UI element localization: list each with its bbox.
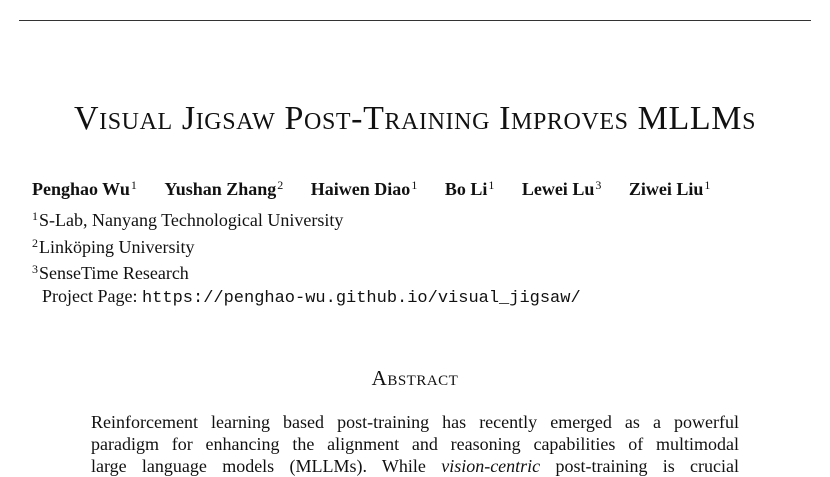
abstract-emphasis: vision-centric (441, 456, 541, 476)
affiliation (32, 232, 343, 259)
author-name: Penghao Wu (32, 179, 130, 199)
author-name: Bo Li (444, 179, 488, 199)
affiliation-number: 2 (32, 235, 38, 250)
project-page (42, 284, 581, 311)
project-page-link[interactable]: https://penghao-wu.github.io/visual_jigsaw/ (141, 289, 581, 308)
author-affil-marker: 1 (130, 178, 137, 192)
affiliation (32, 205, 343, 232)
author (32, 172, 137, 202)
author (164, 172, 283, 202)
author (629, 172, 711, 202)
abstract-text-segment: large language models (MLLMs). While (91, 456, 442, 476)
author-name: Haiwen Diao (310, 179, 411, 199)
affiliation-list (32, 205, 343, 285)
abstract-line: Reinforcement learning based post-training has recently emerged as a powerful (91, 412, 739, 432)
affiliation-name: S-Lab, Nanyang Technological University (39, 210, 344, 230)
affiliation (32, 258, 343, 285)
author-name: Lewei Lu (521, 179, 595, 199)
paper-title: Visual Jigsaw Post-Training Improves MLLMs (73, 100, 757, 137)
author (311, 172, 418, 202)
affiliation-number: 1 (32, 209, 38, 223)
author-list (32, 172, 733, 202)
abstract-line: paradigm for enhancing the alignment and reasoning capabilities of multimodal (91, 434, 739, 454)
author-name: Yushan Zhang (164, 179, 277, 199)
author-affil-marker: 1 (704, 178, 711, 192)
abstract-heading: Abstract (371, 366, 459, 390)
author-affil-marker: 2 (277, 178, 284, 192)
author (522, 172, 602, 202)
project-page-label: Project Page: (42, 286, 138, 306)
author-name: Ziwei Liu (628, 179, 704, 199)
author-affil-marker: 1 (488, 178, 495, 192)
author (445, 172, 495, 202)
affiliation-number: 3 (32, 262, 38, 276)
affiliation-name: Linköping University (39, 236, 195, 257)
top-rule (19, 20, 811, 21)
abstract-text-segment: post-training is crucial (540, 456, 739, 476)
affiliation-name: SenseTime Research (39, 263, 189, 283)
author-affil-marker: 3 (595, 178, 602, 192)
abstract-line (91, 455, 739, 477)
author-affil-marker: 1 (411, 178, 418, 192)
abstract-body (91, 411, 739, 477)
